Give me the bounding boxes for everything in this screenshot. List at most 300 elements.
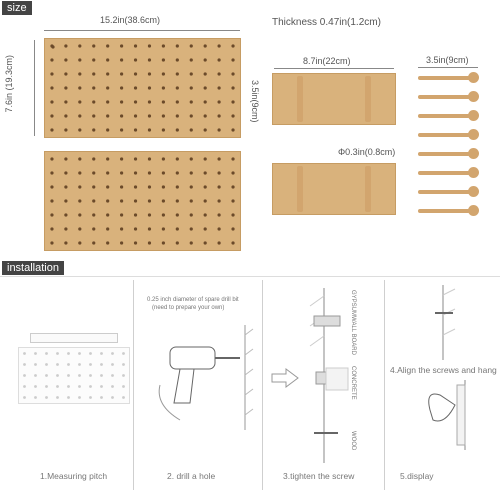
peg-hole <box>231 185 234 188</box>
peg-rod <box>418 152 470 156</box>
peg-hole <box>64 114 67 117</box>
peg-hole <box>50 44 53 47</box>
peg-hole <box>162 86 165 89</box>
pegboard-bottom <box>44 151 241 251</box>
peg-hole <box>176 227 179 230</box>
peg-hole <box>78 241 81 244</box>
peg-hole <box>106 199 109 202</box>
peg-hole <box>122 352 125 355</box>
peg-hole <box>78 213 81 216</box>
pegboard-outline-holes <box>19 348 129 403</box>
peg-hole <box>176 157 179 160</box>
peg-hole <box>204 227 207 230</box>
peg-hole <box>45 363 48 366</box>
peg-hole <box>78 352 81 355</box>
peg-hole <box>34 374 37 377</box>
peg-hole <box>50 114 53 117</box>
peg-hole <box>134 199 137 202</box>
peg-hole <box>78 72 81 75</box>
peg-hole <box>204 199 207 202</box>
peg-hole <box>148 100 151 103</box>
shelf-top <box>272 73 396 125</box>
peg-hole <box>218 157 221 160</box>
peg-hole <box>106 185 109 188</box>
peg-rod <box>418 133 470 137</box>
board-width-line <box>44 30 240 31</box>
peg-hole <box>92 72 95 75</box>
peg-hole <box>92 100 95 103</box>
peg-length-dimension: 3.5in(9cm) <box>426 55 469 65</box>
peg-hole <box>120 241 123 244</box>
peg-hole <box>23 352 26 355</box>
wall-gypsum-label: GYPSUMWALL BOARD <box>350 290 356 355</box>
drill-note-line2: (need to prepare your own) <box>152 305 225 311</box>
peg-hole <box>64 44 67 47</box>
pegboard-holes-bottom <box>45 152 240 250</box>
peg-hole <box>100 385 103 388</box>
peg-hole <box>78 199 81 202</box>
peg-hole <box>64 241 67 244</box>
peg-hole <box>134 241 137 244</box>
peg-hole <box>120 213 123 216</box>
peg-hole <box>23 363 26 366</box>
peg-hole <box>176 128 179 131</box>
peg-hole <box>50 199 53 202</box>
step-separator-1 <box>133 280 134 490</box>
peg-hole <box>148 114 151 117</box>
peg-hole <box>204 72 207 75</box>
peg-hole <box>50 185 53 188</box>
peg-hole <box>231 86 234 89</box>
peg-hole <box>122 363 125 366</box>
peg-hole <box>120 199 123 202</box>
peg-hole <box>231 171 234 174</box>
peg-length-line <box>418 67 478 68</box>
peg-hole <box>50 241 53 244</box>
peg-hole <box>204 114 207 117</box>
peg-hole <box>190 58 193 61</box>
peg-diameter-dimension: Φ0.3in(0.8cm) <box>338 147 396 157</box>
shelf-support-left <box>297 76 303 122</box>
peg-hole <box>50 128 53 131</box>
peg-hole <box>111 363 114 366</box>
peg-hole <box>111 374 114 377</box>
peg-hole <box>64 157 67 160</box>
peg-hole <box>176 100 179 103</box>
peg-hole <box>148 157 151 160</box>
peg-hole <box>218 213 221 216</box>
peg-hole <box>204 100 207 103</box>
peg-hole <box>111 385 114 388</box>
peg-hole <box>162 185 165 188</box>
peg-hole <box>92 157 95 160</box>
peg-hole <box>106 44 109 47</box>
peg-hole <box>64 128 67 131</box>
peg-hole <box>134 227 137 230</box>
pegboard-outline <box>18 347 130 404</box>
peg-hole <box>34 352 37 355</box>
peg-hole <box>231 44 234 47</box>
peg-hole <box>218 227 221 230</box>
ruler <box>30 333 118 343</box>
peg-hole <box>23 385 26 388</box>
peg-hole <box>204 128 207 131</box>
peg-hole <box>204 241 207 244</box>
peg-hole <box>231 114 234 117</box>
peg-hole <box>45 385 48 388</box>
peg-hole <box>50 72 53 75</box>
peg-hole <box>120 128 123 131</box>
peg-hole <box>231 58 234 61</box>
peg-hole <box>134 58 137 61</box>
peg-hole <box>89 385 92 388</box>
peg-hole <box>23 374 26 377</box>
peg-hole <box>231 157 234 160</box>
shelf-width-line <box>274 68 394 69</box>
peg-hole <box>78 385 81 388</box>
peg-hole <box>106 58 109 61</box>
peg-hole <box>148 171 151 174</box>
peg-rod <box>418 114 470 118</box>
peg-rod <box>418 190 470 194</box>
peg-hole <box>204 44 207 47</box>
peg-hole <box>67 352 70 355</box>
peg-hole <box>34 396 37 399</box>
peg-hole <box>148 128 151 131</box>
peg-hole <box>106 128 109 131</box>
peg-hole <box>50 227 53 230</box>
peg-rod <box>418 209 470 213</box>
peg-hole <box>78 128 81 131</box>
peg-hole <box>190 44 193 47</box>
peg-hole <box>92 185 95 188</box>
peg-hole <box>106 86 109 89</box>
peg-knob <box>468 129 479 140</box>
peg-hole <box>218 171 221 174</box>
peg-hole <box>218 128 221 131</box>
peg-knob <box>468 205 479 216</box>
peg-hole <box>64 185 67 188</box>
drill-icon <box>150 325 260 435</box>
step-4-label: 4.Align the screws and hang <box>390 365 497 375</box>
peg-hole <box>78 171 81 174</box>
installation-divider <box>0 276 500 277</box>
board-height-line <box>34 40 35 136</box>
peg-knob <box>468 110 479 121</box>
peg-hole <box>148 44 151 47</box>
peg-hole <box>218 185 221 188</box>
peg-hole <box>92 58 95 61</box>
peg-hole <box>134 157 137 160</box>
peg-hole <box>92 114 95 117</box>
peg-hole <box>67 385 70 388</box>
peg-hole <box>231 72 234 75</box>
shelf-bottom <box>272 163 396 215</box>
peg-hole <box>231 227 234 230</box>
peg-hole <box>120 171 123 174</box>
peg-hole <box>218 72 221 75</box>
peg-hole <box>190 157 193 160</box>
peg-hole <box>23 396 26 399</box>
peg-hole <box>50 213 53 216</box>
peg-hole <box>120 58 123 61</box>
peg-hole <box>218 114 221 117</box>
peg-hole <box>67 374 70 377</box>
peg-hole <box>78 86 81 89</box>
peg-hole <box>92 44 95 47</box>
peg-hole <box>56 385 59 388</box>
peg-hole <box>89 374 92 377</box>
peg-hole <box>64 72 67 75</box>
peg-hole <box>162 213 165 216</box>
peg-knob <box>468 91 479 102</box>
peg-rod <box>418 95 470 99</box>
peg-hole <box>162 157 165 160</box>
peg-hole <box>64 171 67 174</box>
peg-hole <box>100 374 103 377</box>
peg-hole <box>162 199 165 202</box>
peg-hole <box>106 72 109 75</box>
peg-hole <box>162 128 165 131</box>
peg-hole <box>218 86 221 89</box>
wall-concrete-label: CONCRETE <box>350 366 356 400</box>
peg-knob <box>468 72 479 83</box>
peg-hole <box>120 72 123 75</box>
peg-hole <box>120 185 123 188</box>
peg-hole <box>106 213 109 216</box>
peg-hole <box>162 171 165 174</box>
peg-hole <box>148 185 151 188</box>
peg-hole <box>50 86 53 89</box>
peg-hole <box>176 213 179 216</box>
peg-hole <box>190 199 193 202</box>
step-separator-2 <box>262 280 263 490</box>
peg-hole <box>100 352 103 355</box>
peg-hole <box>92 241 95 244</box>
peg-hole <box>34 363 37 366</box>
peg-hole <box>50 58 53 61</box>
peg-hole <box>100 396 103 399</box>
peg-hole <box>67 396 70 399</box>
peg-knob <box>468 167 479 178</box>
peg-hole <box>122 374 125 377</box>
pegs-group <box>418 72 488 222</box>
board-width-dimension: 15.2in(38.6cm) <box>100 15 161 25</box>
peg-knob <box>468 186 479 197</box>
peg-hole <box>218 58 221 61</box>
peg-hole <box>148 199 151 202</box>
shelf-height-dimension: 3.5in(9cm) <box>250 80 260 123</box>
peg-hole <box>190 227 193 230</box>
peg-hole <box>45 396 48 399</box>
peg-hole <box>176 72 179 75</box>
peg-hole <box>100 363 103 366</box>
peg-hole <box>176 86 179 89</box>
peg-hole <box>162 241 165 244</box>
peg-hole <box>134 100 137 103</box>
peg-hole <box>78 157 81 160</box>
peg-hole <box>64 58 67 61</box>
peg-hole <box>190 128 193 131</box>
peg-hole <box>176 58 179 61</box>
peg-hole <box>89 396 92 399</box>
drill-note-line1: 0.25 inch diameter of spare drill bit <box>147 297 239 303</box>
pegboard-top <box>44 38 241 138</box>
pegboard-holes <box>45 39 240 137</box>
peg-hole <box>162 44 165 47</box>
peg-hole <box>231 241 234 244</box>
peg-hole <box>134 44 137 47</box>
peg-hole <box>50 157 53 160</box>
step-5-label: 5.display <box>400 471 434 481</box>
peg-hole <box>148 227 151 230</box>
peg-hole <box>204 213 207 216</box>
peg-hole <box>190 213 193 216</box>
peg-hole <box>64 213 67 216</box>
peg-hole <box>92 128 95 131</box>
peg-hole <box>231 199 234 202</box>
peg-hole <box>148 86 151 89</box>
peg-hole <box>134 128 137 131</box>
peg-hole <box>67 363 70 366</box>
peg-hole <box>162 227 165 230</box>
peg-hole <box>162 72 165 75</box>
peg-hole <box>204 171 207 174</box>
peg-hole <box>134 86 137 89</box>
peg-hole <box>78 44 81 47</box>
peg-hole <box>176 241 179 244</box>
peg-hole <box>78 374 81 377</box>
peg-hole <box>106 241 109 244</box>
peg-hole <box>134 213 137 216</box>
peg-hole <box>106 157 109 160</box>
peg-hole <box>162 58 165 61</box>
peg-hole <box>45 374 48 377</box>
peg-hole <box>64 227 67 230</box>
peg-hole <box>78 396 81 399</box>
peg-hole <box>34 385 37 388</box>
peg-hole <box>162 100 165 103</box>
peg-hole <box>122 385 125 388</box>
peg-hole <box>78 363 81 366</box>
shelf-support-right <box>365 76 371 122</box>
peg-hole <box>106 100 109 103</box>
peg-hole <box>56 363 59 366</box>
peg-hole <box>56 396 59 399</box>
peg-hole <box>78 58 81 61</box>
peg-hole <box>92 199 95 202</box>
peg-hole <box>134 171 137 174</box>
peg-hole <box>92 227 95 230</box>
peg-hole <box>106 227 109 230</box>
peg-hole <box>162 114 165 117</box>
wall-wood-label: WOOD <box>350 431 356 451</box>
peg-hole <box>176 171 179 174</box>
peg-hole <box>231 213 234 216</box>
step-1-label: 1.Measuring pitch <box>40 471 108 481</box>
peg-hole <box>120 114 123 117</box>
peg-hole <box>190 171 193 174</box>
peg-hole <box>92 86 95 89</box>
peg-hole <box>50 171 53 174</box>
peg-hole <box>56 374 59 377</box>
peg-hole <box>231 128 234 131</box>
board-height-dimension: 7.6in (19.3cm) <box>4 55 14 113</box>
peg-hole <box>106 114 109 117</box>
peg-knob <box>468 148 479 159</box>
peg-hole <box>56 352 59 355</box>
peg-hole <box>176 44 179 47</box>
peg-hole <box>78 100 81 103</box>
peg-hole <box>204 58 207 61</box>
peg-hole <box>64 86 67 89</box>
peg-hole <box>134 185 137 188</box>
peg-hole <box>120 86 123 89</box>
peg-hole <box>204 185 207 188</box>
peg-hole <box>120 44 123 47</box>
peg-hole <box>218 44 221 47</box>
peg-hole <box>176 114 179 117</box>
thickness-text: Thickness 0.47in(1.2cm) <box>272 17 381 28</box>
peg-hole <box>218 100 221 103</box>
shelf-support-right-2 <box>365 166 371 212</box>
peg-hole <box>190 86 193 89</box>
peg-hole <box>190 114 193 117</box>
peg-hole <box>120 100 123 103</box>
peg-hole <box>111 396 114 399</box>
peg-hole <box>148 72 151 75</box>
peg-hole <box>78 114 81 117</box>
peg-hole <box>190 72 193 75</box>
peg-hole <box>120 227 123 230</box>
peg-hole <box>218 241 221 244</box>
peg-rod <box>418 76 470 80</box>
step-separator-3 <box>384 280 385 490</box>
step-3-label: 3.tighten the screw <box>283 471 355 481</box>
shelf-support-left-2 <box>297 166 303 212</box>
peg-hole <box>134 72 137 75</box>
peg-hole <box>120 157 123 160</box>
peg-hole <box>78 185 81 188</box>
peg-hole <box>64 199 67 202</box>
peg-rod <box>418 171 470 175</box>
peg-hole <box>45 352 48 355</box>
peg-hole <box>190 241 193 244</box>
shelf-width-dimension: 8.7in(22cm) <box>303 56 351 66</box>
peg-hole <box>89 352 92 355</box>
peg-hole <box>190 100 193 103</box>
peg-hole <box>78 227 81 230</box>
peg-hole <box>176 199 179 202</box>
peg-hole <box>148 58 151 61</box>
peg-hole <box>204 157 207 160</box>
peg-hole <box>190 185 193 188</box>
peg-hole <box>92 213 95 216</box>
peg-hole <box>50 100 53 103</box>
peg-hole <box>92 171 95 174</box>
peg-hole <box>122 396 125 399</box>
wall-types-icon <box>300 288 350 463</box>
peg-hole <box>218 199 221 202</box>
peg-hole <box>106 171 109 174</box>
peg-hole <box>134 114 137 117</box>
step-2-label: 2. drill a hole <box>167 471 216 481</box>
peg-hole <box>204 86 207 89</box>
peg-hole <box>231 100 234 103</box>
arrow-right-icon <box>270 368 300 388</box>
peg-hole <box>111 352 114 355</box>
peg-hole <box>64 100 67 103</box>
